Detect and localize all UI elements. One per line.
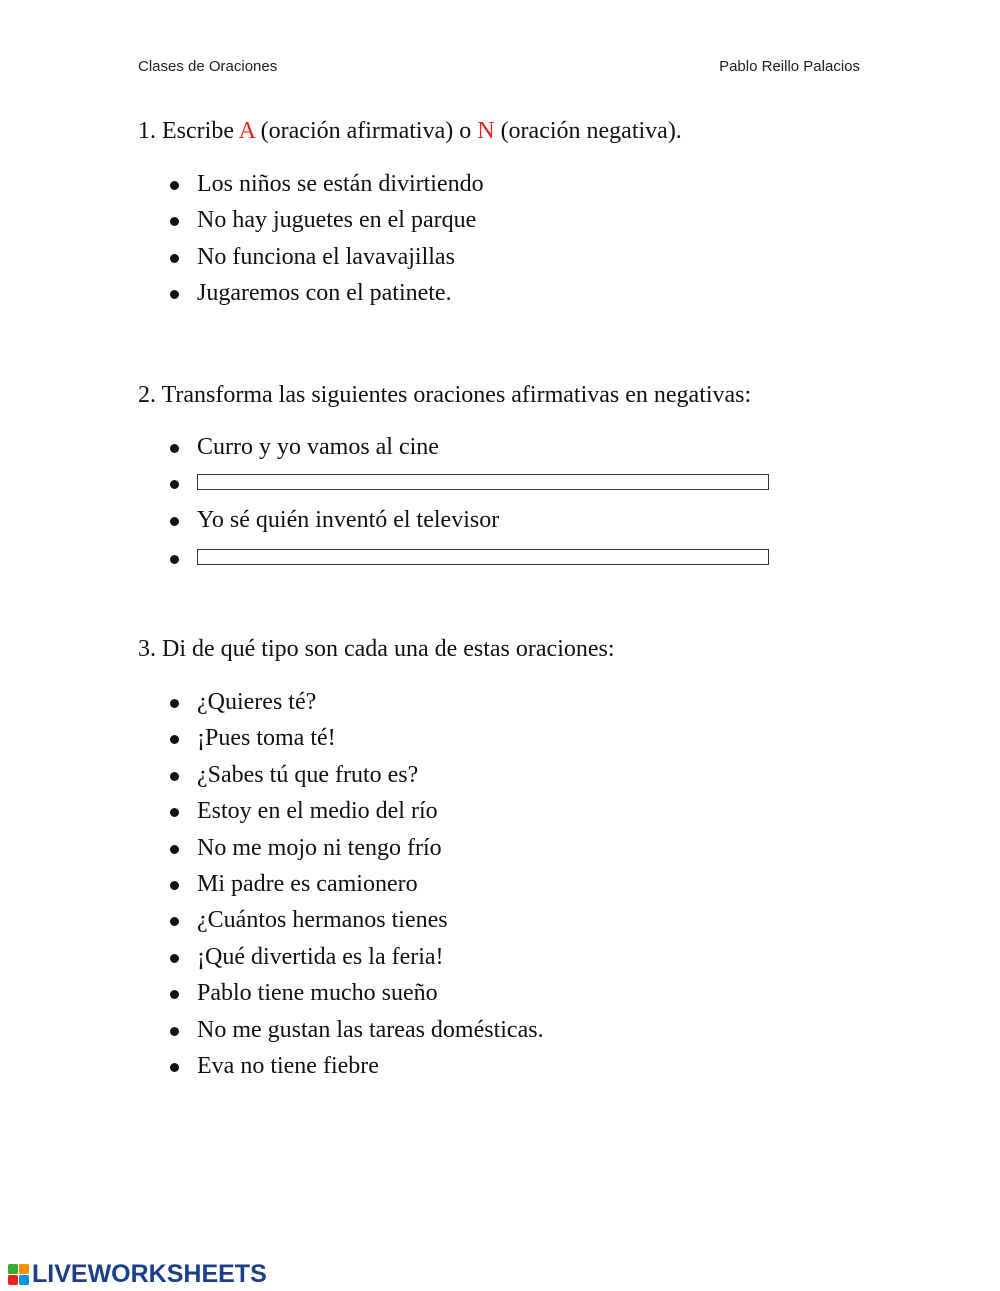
bullet-icon [170,808,179,817]
sentence-text: Yo sé quién inventó el televisor [197,506,500,533]
list-item [166,761,544,797]
sentence-text: Curro y yo vamos al cine [197,434,439,460]
sentence-text: No funciona el lavavajillas [197,243,455,270]
question-1-text-end: (oración negativa). [494,118,682,144]
logo-square-red [8,1275,18,1285]
bullet-icon [170,699,179,708]
bullet-icon [170,990,179,999]
list-item [166,544,769,580]
list-item [166,979,544,1015]
bullet-icon [170,480,179,489]
bullet-icon [170,954,179,963]
sentence-text: ¡Pues toma té! [197,725,336,752]
list-item [166,1016,544,1052]
question-3-list [166,688,544,1088]
bullet-icon [170,181,179,190]
sentence-text: No hay juguetes en el parque [197,207,477,234]
question-1-title [138,117,682,145]
page-header [138,58,860,78]
question-2-list [166,433,769,581]
list-item [166,870,544,906]
negative-mark: N [477,118,495,144]
bullet-icon [170,1027,179,1036]
list-item [166,724,544,760]
list-item [166,688,544,724]
sentence-text: ¿Quieres té? [197,689,317,715]
liveworksheets-logo [8,1259,267,1288]
sentence-text: ¿Sabes tú que fruto es? [197,761,419,788]
logo-square-green [8,1264,18,1274]
bullet-icon [170,1063,179,1072]
sentence-text: Pablo tiene mucho sueño [197,980,438,1007]
list-item [166,906,544,942]
bullet-icon [170,735,179,744]
bullet-icon [170,517,179,526]
logo-square-orange [19,1264,29,1274]
answer-input-2[interactable] [197,549,769,565]
sentence-text: Mi padre es camionero [197,870,418,897]
header-title: Clases de Oraciones [138,58,278,75]
affirmative-mark: A [238,118,255,144]
list-item [166,797,544,833]
list-item [166,506,769,542]
header-author: Pablo Reillo Palacios [719,58,860,75]
list-item [166,243,484,279]
question-2-title: 2. Transforma las siguientes oraciones afirmativas en negativas: [138,382,752,408]
list-item [166,1052,544,1088]
list-item [166,279,484,315]
bullet-icon [170,917,179,926]
bullet-icon [170,254,179,263]
list-item [166,469,769,505]
question-1-text-middle: (oración afirmativa) o [254,118,478,144]
bullet-icon [170,772,179,781]
logo-text: LIVEWORKSHEETS [32,1259,267,1288]
logo-square-blue [19,1275,29,1285]
sentence-text: ¿Cuántos hermanos tienes [197,907,448,934]
bullet-icon [170,290,179,299]
answer-input-1[interactable] [197,474,769,490]
bullet-icon [170,444,179,453]
sentence-text: No me mojo ni tengo frío [197,834,442,861]
logo-icon [8,1264,29,1285]
bullet-icon [170,881,179,890]
sentence-text: Eva no tiene fiebre [197,1052,379,1079]
sentence-text: ¡Qué divertida es la feria! [197,943,444,970]
list-item [166,170,484,206]
question-1-list [166,170,484,316]
list-item [166,433,769,469]
sentence-text: No me gustan las tareas domésticas. [197,1016,544,1043]
bullet-icon [170,555,179,564]
list-item [166,834,544,870]
sentence-text: Los niños se están divirtiendo [197,171,484,197]
list-item [166,943,544,979]
bullet-icon [170,845,179,854]
question-3-title: 3. Di de qué tipo son cada una de estas oraciones: [138,636,615,662]
sentence-text: Jugaremos con el patinete. [197,280,452,307]
list-item [166,206,484,242]
bullet-icon [170,217,179,226]
question-1-text-start: 1. Escribe [138,118,239,144]
sentence-text: Estoy en el medio del río [197,798,438,825]
